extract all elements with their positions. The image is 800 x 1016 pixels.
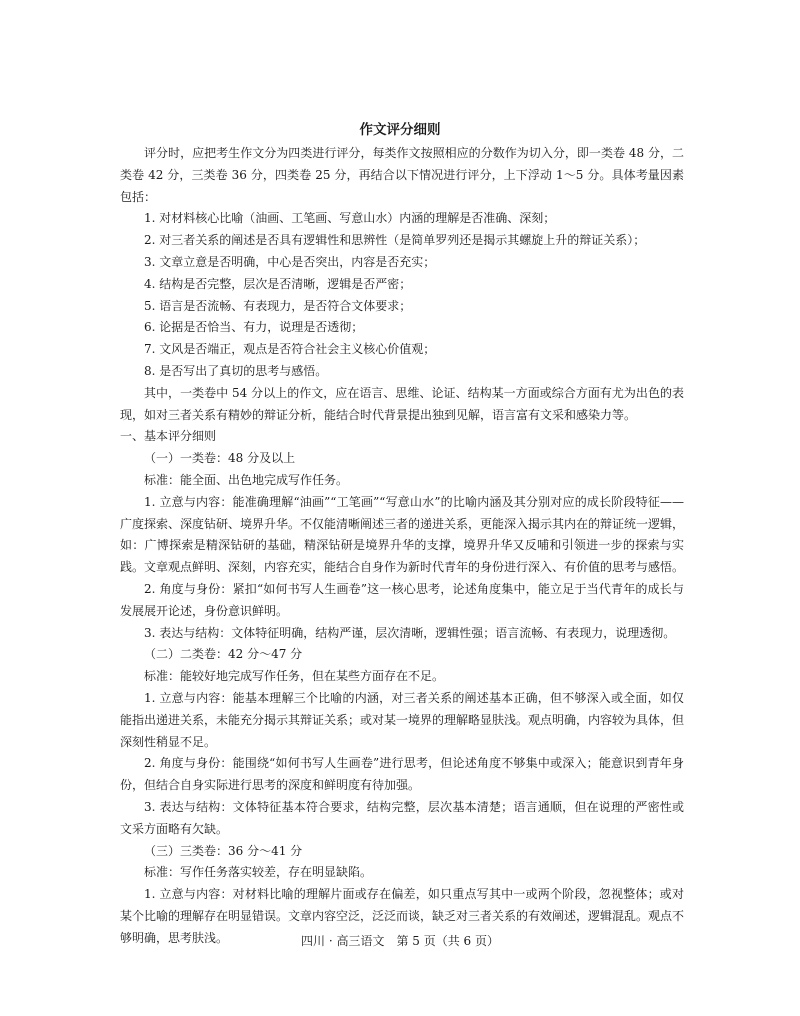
category-item: 1. 立意与内容：能基本理解三个比喻的内涵，对三者关系的阐述基本正确，但不够深入或全面，如仅能指出递进关系，未能充分揭示其辩证关系；或对某一境界的理解略显肤浅。观点明确，内容较为具体，但深刻性稍显不足。 [120,690,685,749]
category-heading: （二）二类卷：42 分～47 分 [144,647,303,662]
top-score-note: 其中，一类卷中 54 分以上的作文，应在语言、思维、论证、结构某一方面或综合方面有尤为出色的表现，如对三者关系有精妙的辩证分析，能结合时代背景提出独到见解，语言富有文采和感染力等。 [120,385,684,422]
criteria-item: 7. 文风是否端正，观点是否符合社会主义核心价值观； [144,342,436,357]
category-item: 1. 立意与内容：对材料比喻的理解片面或存在偏差，如只重点写其中一或两个阶段，忽视整体；或对某个比喻的理解存在明显错误。文章内容空泛，泛泛而谈，缺乏对三者关系的有效阐述，逻辑混乱。观点不够明确，思考肤浅。 [120,887,685,945]
category-item: 2. 角度与身份：紧扣“如何书写人生画卷”这一核心思考，论述角度集中，能立足于当代青年的成长与发展展开论述，身份意识鲜明。 [120,581,684,618]
criteria-item: 2. 对三者关系的阐述是否具有逻辑性和思辨性（是简单罗列还是揭示其螺旋上升的辩证关系）； [144,233,646,248]
category-standard: 标准：能全面、出色地完成写作任务。 [144,472,349,487]
category-item: 3. 表达与结构：文体特征明确，结构严谨，层次清晰，逻辑性强；语言流畅、有表现力，说理透彻。 [144,625,676,640]
category-standard: 标准：写作任务落实较差，存在明显缺陷。 [144,865,373,880]
category-standard: 标准：能较好地完成写作任务，但在某些方面存在不足。 [144,669,445,684]
criteria-item: 6. 论据是否恰当、有力，说理是否透彻； [144,320,364,335]
page-footer: 四川 · 高三语文 第 5 页（共 6 页） [301,934,499,948]
intro-paragraph: 评分时，应把考生作文分为四类进行评分，每类作文按照相应的分数作为切入分，即一类卷 48 分，二类卷 42 分，三类卷 36 分，四类卷 25 分，再结合以下情况进行评分，上下浮动 1～5 分。具体考量因素包括： [120,146,684,204]
category-heading: （一）一类卷：48 分及以上 [144,451,296,466]
category-item: 3. 表达与结构：文体特征基本符合要求，结构完整，层次基本清楚；语言通顺，但在说理的严密性或文采方面略有欠缺。 [120,799,684,836]
page-title: 作文评分细则 [359,122,441,138]
category-heading: （三）三类卷：36 分～41 分 [144,843,303,858]
criteria-item: 8. 是否写出了真切的思考与感悟。 [144,363,328,378]
category-item: 1. 立意与内容：能准确理解“油画”“工笔画”“写意山水”的比喻内涵及其分别对应的成长阶段特征——广度探索、深度钻研、境界升华。不仅能清晰阐述三者的递进关系，更能深入揭示其内在的辩证统一逻辑，如：广博探索是精深钻研的基础，精深钻研是境界升华的支撑，境界升华又反哺和引领进一步的探索与实践。文章观点鲜明、深刻，内容充实，能结合自身作为新时代青年的身份进行深入、有价值的思考与感悟。 [120,494,685,575]
criteria-item: 3. 文章立意是否明确，中心是否突出，内容是否充实； [144,254,436,269]
section-heading: 一、基本评分细则 [120,429,217,444]
document-body [120,143,684,949]
criteria-item: 5. 语言是否流畅、有表现力，是否符合文体要求； [144,298,412,313]
criteria-item: 4. 结构是否完整，层次是否清晰，逻辑是否严密； [144,276,412,291]
category-item: 2. 角度与身份：能围绕“如何书写人生画卷”进行思考，但论述角度不够集中或深入；能意识到青年身份，但结合自身实际进行思考的深度和鲜明度有待加强。 [120,756,684,793]
criteria-item: 1. 对材料核心比喻（油画、工笔画、写意山水）内涵的理解是否准确、深刻； [144,211,556,226]
